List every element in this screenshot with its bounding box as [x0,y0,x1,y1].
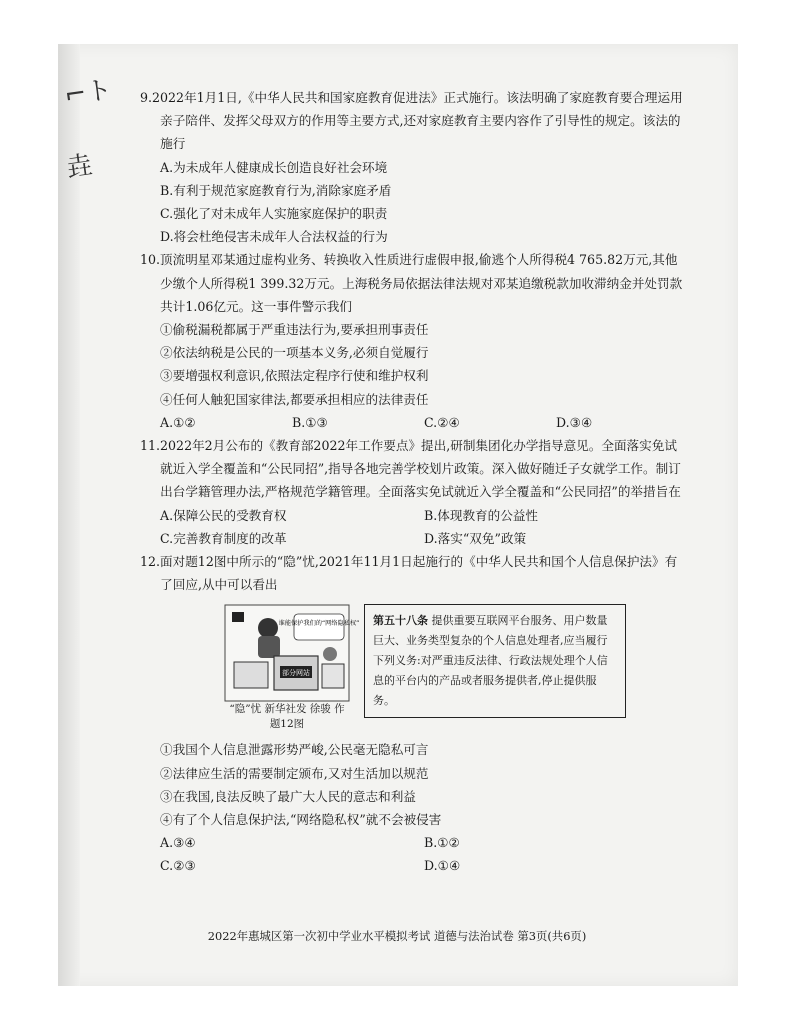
paper-binding-edge [58,44,80,986]
question-11 [140,434,688,550]
question-12-option-c: C.②③ [160,858,196,874]
law-article-body: 提供重要互联网平台服务、用户数量巨大、业务类型复杂的个人信息处理者,应当履行下列义务:对严重违反法律、行政法规处理个人信息的平台内的产品或者服务提供者,停止提供服务。 [373,614,608,708]
question-10-statement-1: ①偷税漏税都属于严重违法行为,要承担刑事责任 [160,322,429,338]
question-10-option-b: B.①③ [292,414,328,430]
question-12-stem: 12.面对题12图中所示的“隐”忧,2021年11月1日起施行的《中华人民共和国个人信息保护法》有了回应,从中可以看出 [140,554,678,593]
exam-content [140,86,688,878]
page-footer: 2022年惠城区第一次初中学业水平模拟考试 道德与法治试卷 第3页(共6页) [207,929,587,943]
figure-label: 题12图 [269,718,305,731]
question-9 [140,86,688,248]
question-10-statement-4: ④任何人触犯国家律法,都要承担相应的法律责任 [160,391,429,407]
question-11-option-a: A.保障公民的受教育权 [160,507,287,523]
margin-scribble-bottom: 垚 [64,150,95,184]
question-12-option-d: D.①④ [424,858,461,874]
question-11-options-row2 [140,527,688,550]
question-11-option-c: C.完善教育制度的改革 [160,530,287,546]
question-10 [140,248,688,434]
question-12-figure [224,604,688,732]
question-12-statement-2: ②法律应生活的需要制定颁布,又对生活加以规范 [160,765,429,781]
question-12-statement-1: ①我国个人信息泄露形势严峻,公民毫无隐私可言 [160,742,429,758]
question-9-option-c: C.强化了对未成年人实施家庭保护的职责 [160,206,388,222]
question-12-option-a: A.③④ [160,835,196,851]
cartoon-bubble-text: 谁能保护我们的“网络隐私权” [278,620,360,628]
question-10-options [140,411,688,434]
question-9-option-d: D.将会杜绝侵害未成年人合法权益的行为 [160,229,388,245]
question-10-stem: 10.顶流明星邓某通过虚构业务、转换收入性质进行虚假申报,偷逃个人所得税4 765.82万元,其他少缴个人所得税1 399.32万元。上海税务局依据法律法规对邓某追缴税款加收滞纳金并处罚款共计1.06亿元。这一事件警示我们 [140,252,683,314]
question-11-option-b: B.体现教育的公益性 [424,507,539,523]
question-11-stem: 11.2022年2月公布的《教育部2022年工作要点》提出,研制集团化办学指导意见。全面落实免试就近入学全覆盖和“公民同招”,指导各地完善学校划片政策。深入做好随迁子女就学工作。制订出台学籍管理办法,严格规范学籍管理。全面落实免试就近入学全覆盖和“公民同招”的举措旨在 [140,438,681,500]
question-12-statement-4: ④有了个人信息保护法,“网络隐私权”就不会被侵害 [160,812,442,828]
question-9-option-a: A.为未成年人健康成长创造良好社会环境 [160,159,388,175]
question-12-options-row1 [140,831,688,854]
question-10-statement-2: ②依法纳税是公民的一项基本义务,必须自觉履行 [160,345,429,361]
question-12-statement-3: ③在我国,良法反映了最广大人民的意志和利益 [160,788,416,804]
question-12 [140,550,688,878]
question-10-option-c: C.②④ [424,414,460,430]
question-11-options-row1 [140,504,688,527]
cartoon [224,604,360,732]
cartoon-illustration [224,604,360,702]
question-10-statement-3: ③要增强权利意识,依照法定程序行使和维护权利 [160,368,429,384]
cartoon-caption: “隐”忧 新华社发 徐骏 作 [229,703,345,716]
margin-scribble-top: ⌐ト [62,74,114,112]
question-11-option-d: D.落实“双免”政策 [424,530,527,546]
question-12-options-row2 [140,854,688,877]
law-article-title: 第五十八条 [373,614,428,628]
question-10-option-d: D.③④ [556,414,593,430]
question-9-option-b: B.有利于规范家庭教育行为,消除家庭矛盾 [160,182,392,198]
question-9-stem: 9.2022年1月1日,《中华人民共和国家庭教育促进法》正式施行。该法明确了家庭教育要合理运用亲子陪伴、发挥父母双方的作用等主要方式,还对家庭教育主要内容作了引导性的规定。该法的施行 [140,90,683,152]
question-10-option-a: A.①② [160,414,196,430]
question-12-option-b: B.①② [424,835,460,851]
law-article-box [364,604,626,718]
cartoon-sign: 部分网站 [282,669,310,678]
